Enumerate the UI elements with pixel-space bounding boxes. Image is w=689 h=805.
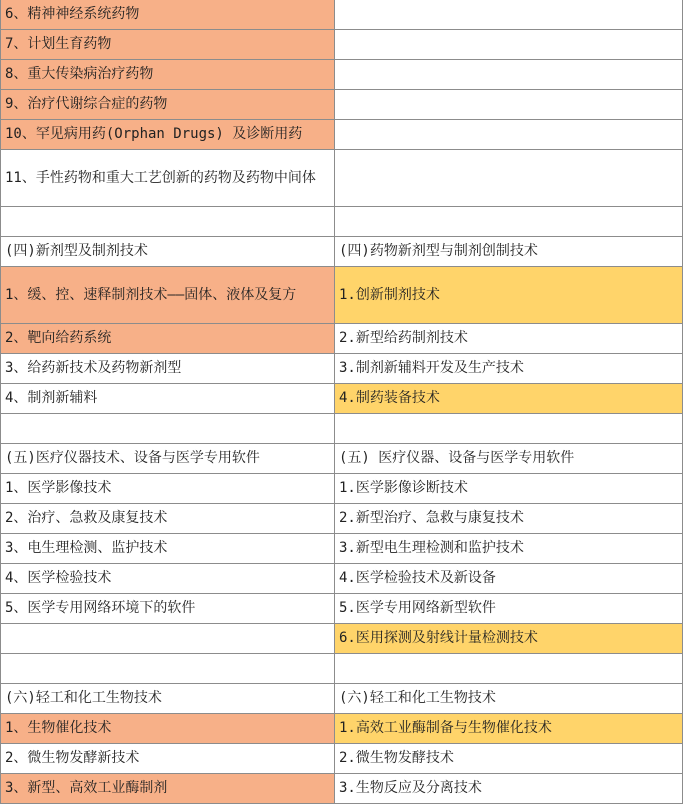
right-cell[interactable] [335,60,683,90]
left-cell[interactable] [1,654,335,684]
left-cell[interactable]: 1、生物催化技术 [1,714,335,744]
right-cell[interactable]: 4.医学检验技术及新设备 [335,564,683,594]
table-row [1,120,683,150]
table-row [1,237,683,267]
left-cell[interactable]: 5、医学专用网络环境下的软件 [1,594,335,624]
left-cell[interactable]: 7、计划生育药物 [1,30,335,60]
table-row [1,30,683,60]
section-heading-right[interactable]: (六)轻工和化工生物技术 [335,684,683,714]
table-row [1,354,683,384]
table-row [1,384,683,414]
left-cell[interactable] [1,624,335,654]
left-cell[interactable] [1,414,335,444]
table-row [1,684,683,714]
right-cell[interactable]: 5.医学专用网络新型软件 [335,594,683,624]
left-cell[interactable]: 6、精神神经系统药物 [1,0,335,30]
right-cell[interactable]: 2.新型给药制剂技术 [335,324,683,354]
right-cell[interactable] [335,207,683,237]
left-cell[interactable]: 2、治疗、急救及康复技术 [1,504,335,534]
table-row [1,444,683,474]
left-cell[interactable]: 3、新型、高效工业酶制剂 [1,774,335,804]
table-row [1,0,683,30]
table-row [1,534,683,564]
right-cell[interactable] [335,0,683,30]
right-cell[interactable]: 6.医用探测及射线计量检测技术 [335,624,683,654]
right-cell[interactable] [335,414,683,444]
left-cell[interactable]: 3、给药新技术及药物新剂型 [1,354,335,384]
table-row [1,594,683,624]
left-cell[interactable]: 2、靶向给药系统 [1,324,335,354]
table-row [1,624,683,654]
right-cell[interactable]: 4.制药装备技术 [335,384,683,414]
right-cell[interactable]: 2.微生物发酵技术 [335,744,683,774]
right-cell[interactable] [335,30,683,60]
section-heading-left[interactable]: (五)医疗仪器技术、设备与医学专用软件 [1,444,335,474]
section-heading-left[interactable]: (四)新剂型及制剂技术 [1,237,335,267]
left-cell[interactable] [1,207,335,237]
right-cell[interactable]: 3.制剂新辅料开发及生产技术 [335,354,683,384]
left-cell[interactable]: 10、罕见病用药(Orphan Drugs) 及诊断用药 [1,120,335,150]
table-row [1,207,683,237]
table-row [1,744,683,774]
table-row [1,60,683,90]
left-cell[interactable]: 4、医学检验技术 [1,564,335,594]
left-cell[interactable]: 1、缓、控、速释制剂技术——固体、液体及复方 [1,267,335,324]
right-cell[interactable] [335,654,683,684]
table-row [1,714,683,744]
right-cell[interactable]: 3.新型电生理检测和监护技术 [335,534,683,564]
table-row [1,774,683,804]
left-cell[interactable]: 11、手性药物和重大工艺创新的药物及药物中间体 [1,150,335,207]
right-cell[interactable]: 1.医学影像诊断技术 [335,474,683,504]
right-cell[interactable]: 1.高效工业酶制备与生物催化技术 [335,714,683,744]
table-row [1,150,683,207]
section-heading-right[interactable]: (四)药物新剂型与制剂创制技术 [335,237,683,267]
table-row [1,414,683,444]
right-cell[interactable]: 1.创新制剂技术 [335,267,683,324]
right-cell[interactable]: 3.生物反应及分离技术 [335,774,683,804]
left-cell[interactable]: 4、制剂新辅料 [1,384,335,414]
right-cell[interactable] [335,90,683,120]
section-heading-left[interactable]: (六)轻工和化工生物技术 [1,684,335,714]
table-row [1,654,683,684]
table-row [1,324,683,354]
right-cell[interactable] [335,120,683,150]
table-row [1,90,683,120]
left-cell[interactable]: 2、微生物发酵新技术 [1,744,335,774]
table-row [1,504,683,534]
table-row [1,474,683,504]
section-heading-right[interactable]: (五) 医疗仪器、设备与医学专用软件 [335,444,683,474]
right-cell[interactable]: 2.新型治疗、急救与康复技术 [335,504,683,534]
right-cell[interactable] [335,150,683,207]
table-row [1,564,683,594]
table-row [1,267,683,324]
left-cell[interactable]: 3、电生理检测、监护技术 [1,534,335,564]
left-cell[interactable]: 9、治疗代谢综合症的药物 [1,90,335,120]
left-cell[interactable]: 1、医学影像技术 [1,474,335,504]
left-cell[interactable]: 8、重大传染病治疗药物 [1,60,335,90]
